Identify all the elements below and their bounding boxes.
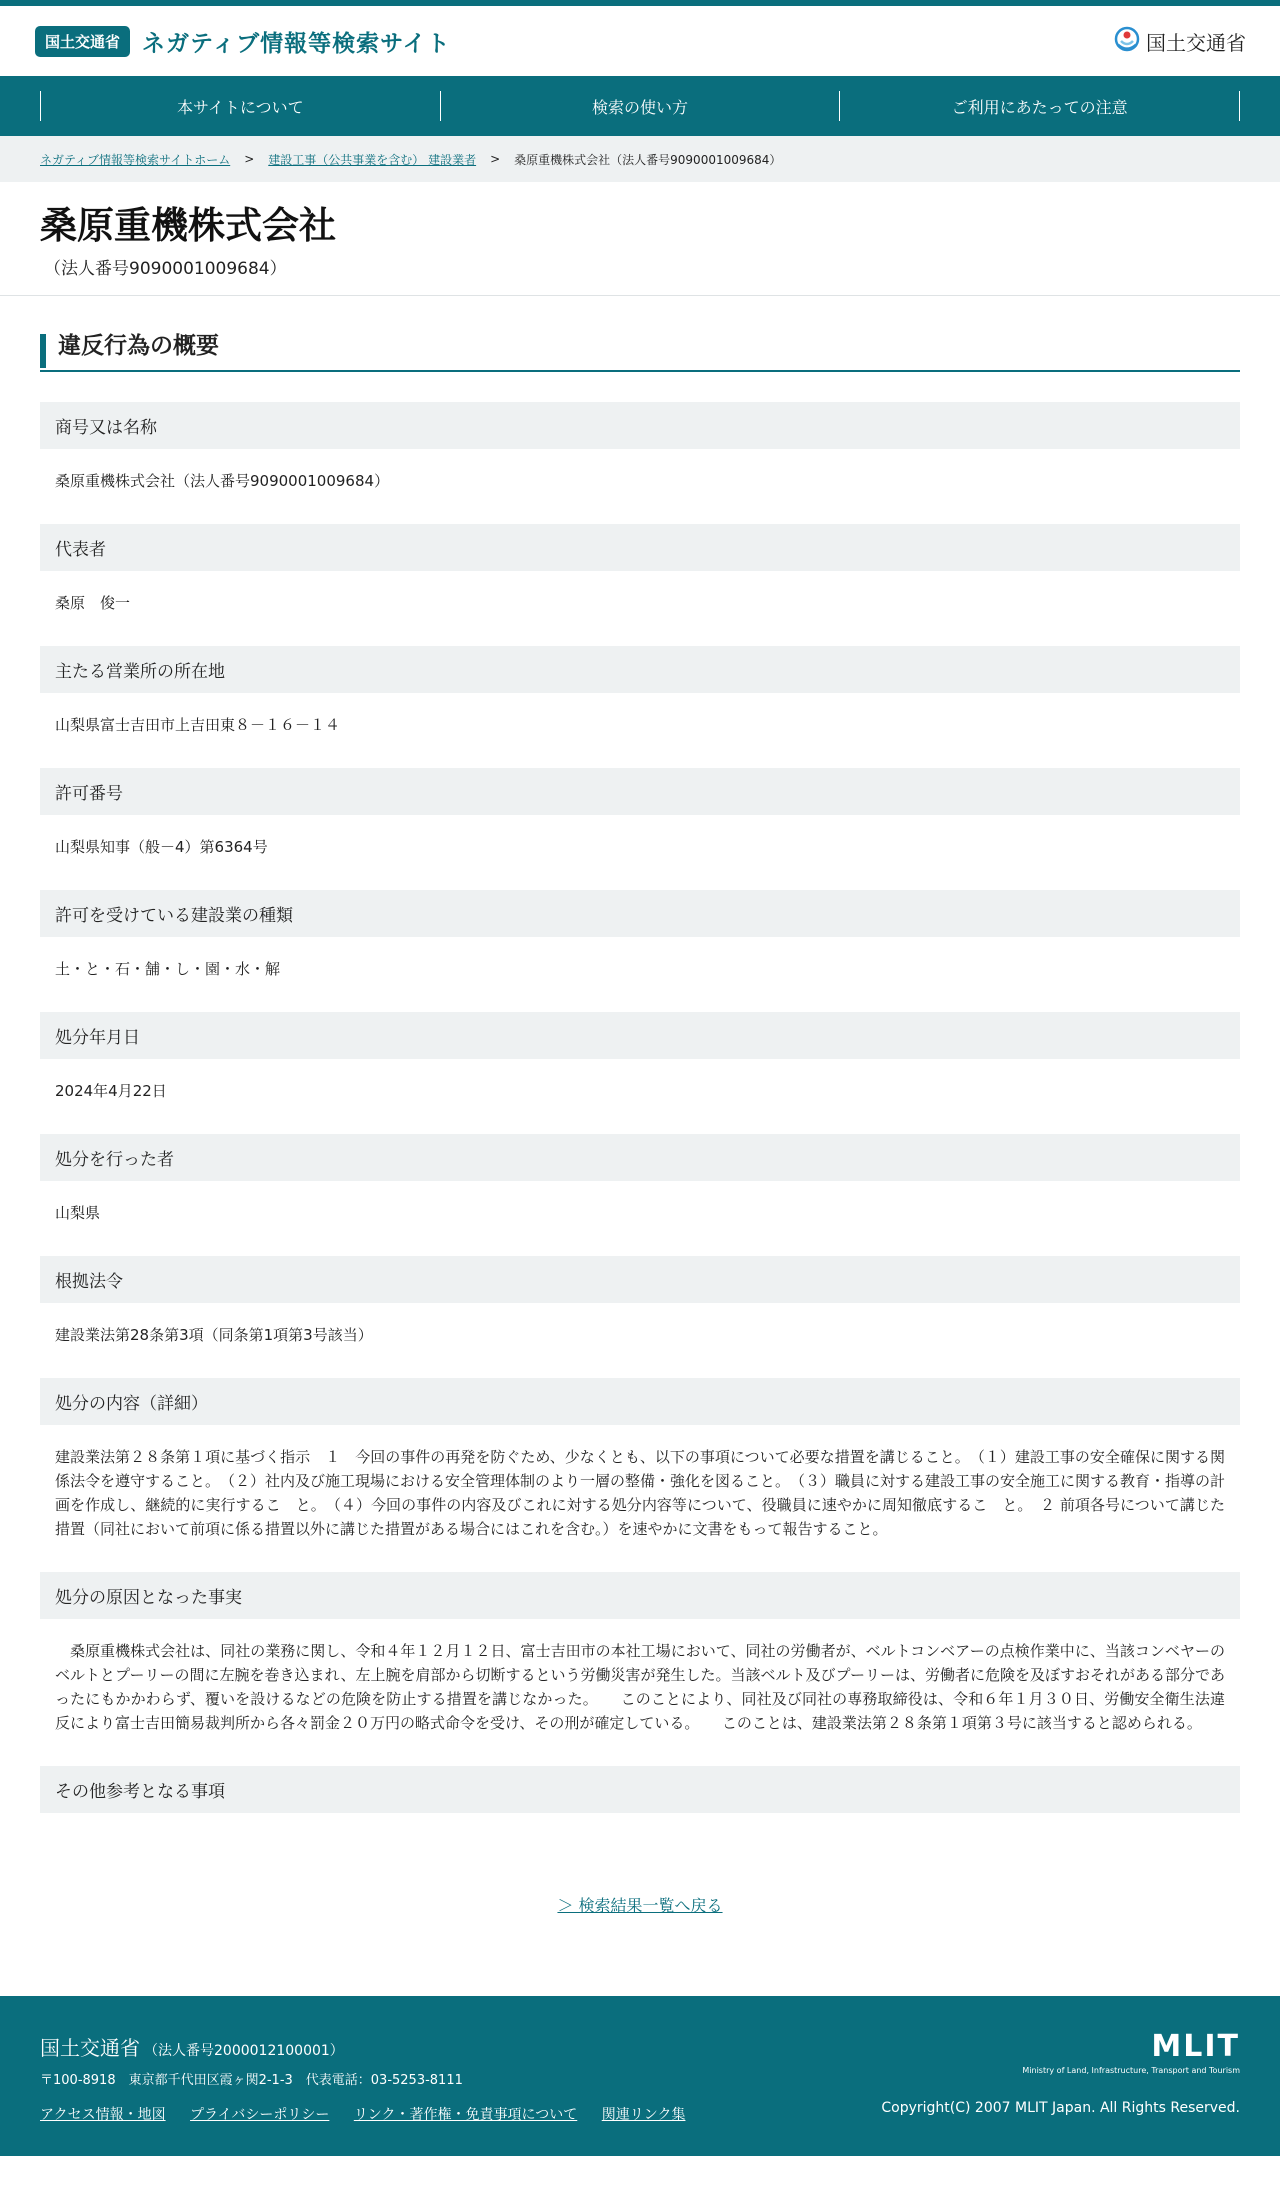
field-license-number: [40, 768, 1240, 890]
section-title: 違反行為の概要: [40, 334, 1240, 367]
mlit-logo-subtitle: Ministry of Land, Infrastructure, Transport and Tourism: [1022, 2065, 1240, 2075]
field-disposition-detail: [40, 1378, 1240, 1572]
main-content: [0, 296, 1280, 1995]
field-label: 処分の内容（詳細）: [40, 1378, 1240, 1425]
footer-link-access[interactable]: アクセス情報・地図: [40, 2106, 166, 2123]
field-value: 2024年4月22日: [55, 1081, 167, 1100]
nav-how-to-search[interactable]: 検索の使い方: [440, 91, 840, 121]
site-footer: [0, 1996, 1280, 2156]
field-value: 建設業法第28条第3項（同条第1項第3号該当）: [55, 1325, 373, 1344]
field-label: 処分の原因となった事実: [40, 1572, 1240, 1619]
field-value: 桑原重機株式会社（法人番号9090001009684）: [55, 471, 390, 490]
ministry-logo[interactable]: [1112, 25, 1246, 57]
section-divider: [40, 370, 1240, 372]
field-label: 許可番号: [40, 768, 1240, 815]
field-value: 山梨県: [55, 1203, 101, 1222]
field-cause-facts: [40, 1572, 1240, 1766]
copyright: Copyright(C) 2007 MLIT Japan. All Rights Reserved.: [881, 2099, 1240, 2116]
field-value: [40, 1813, 1240, 1843]
page-title: 桑原重機株式会社: [40, 204, 336, 247]
back-link-container: [40, 1843, 1240, 1996]
footer-link-copyright[interactable]: リンク・著作権・免責事項について: [353, 2106, 578, 2123]
site-brand[interactable]: [35, 25, 451, 58]
nav-about[interactable]: 本サイトについて: [40, 91, 440, 121]
field-authority: [40, 1134, 1240, 1256]
footer-link-privacy[interactable]: プライバシーポリシー: [190, 2106, 330, 2123]
field-disposition-date: [40, 1012, 1240, 1134]
field-value: 建設業法第２８条第１項に基づく指示 １ 今回の事件の再発を防ぐため、少なくとも、以下の事項について必要な措置を講じること。 （１）建設工事の安全確保に関する関係法令を遵守すること。 （２）社内及び施工現場における安全管理体制のより一層の整備・強化を図ること。 （３）職員に対する建設工事の安全施工に関する教育・指導の計画を作成し、継続的に実行するこ と。 （４）今回の事件の内容及びこれに対する処分内容等について、役職員に速やかに周知徹底するこ と。 ２ 前項各号について講じた措置（同社において前項に係る措置以外に講じた措置がある場合にはこれを含む。）を速やかに文書をもって報告すること。: [55, 1447, 1226, 1538]
company-heading: [0, 182, 1280, 296]
field-license-types: [40, 890, 1240, 1012]
field-legal-basis: [40, 1256, 1240, 1378]
field-label: 代表者: [40, 524, 1240, 571]
site-header: [0, 6, 1280, 76]
field-label: 根拠法令: [40, 1256, 1240, 1303]
ministry-name: 国土交通省: [1146, 30, 1246, 55]
field-value: 山梨県知事（般－4）第6364号: [55, 837, 268, 856]
corporate-number: （法人番号9090001009684）: [44, 259, 287, 280]
field-value: 桑原 俊一: [55, 593, 131, 612]
field-value: 土・と・石・舗・し・園・水・解: [55, 959, 281, 978]
field-label: その他参考となる事項: [40, 1766, 1240, 1813]
back-to-results-link[interactable]: ＞ 検索結果一覧へ戻る: [557, 1895, 723, 1915]
field-address: [40, 646, 1240, 768]
ministry-badge: 国土交通省: [35, 26, 130, 57]
site-title[interactable]: ネガティブ情報等検索サイト: [142, 30, 451, 57]
field-label: 処分を行った者: [40, 1134, 1240, 1181]
field-label: 商号又は名称: [40, 402, 1240, 449]
breadcrumb: [0, 136, 1280, 182]
field-label: 処分年月日: [40, 1012, 1240, 1059]
ministry-emblem-icon: [1112, 25, 1142, 57]
breadcrumb-current: 桑原重機株式会社（法人番号9090001009684）: [514, 152, 782, 167]
breadcrumb-home[interactable]: ネガティブ情報等検索サイトホーム: [40, 152, 231, 167]
field-other-notes: [40, 1766, 1240, 1843]
nav-notes[interactable]: ご利用にあたっての注意: [839, 91, 1240, 121]
footer-link-related[interactable]: 関連リンク集: [601, 2106, 686, 2123]
field-trade-name: [40, 402, 1240, 524]
footer-address: 〒100-8918 東京都千代田区霞ヶ関2-1-3 代表電話：03-5253-8111: [40, 2072, 463, 2088]
global-nav: [0, 76, 1280, 136]
field-representative: [40, 524, 1240, 646]
mlit-logo-word: MLIT: [1151, 2028, 1240, 2064]
breadcrumb-separator: >: [490, 152, 501, 166]
footer-corp-number: （法人番号2000012100001）: [144, 2042, 344, 2059]
field-value: 桑原重機株式会社は、同社の業務に関し、令和４年１２月１２日、富士吉田市の本社工場において、同社の労働者が、ベルトコンベアーの点検作業中に、当該コンベヤーのベルトとプーリーの間に左腕を巻き込まれ、左上腕を肩部から切断するという労働災害が発生した。当該ベルト及びプーリーは、労働者に危険を及ぼすおそれがある部分であったにもかかわらず、覆いを設けるなどの危険を防止する措置を講じなかった。 このことにより、同社及び同社の専務取締役は、令和６年１月３０日、労働安全衛生法違反により富士吉田簡易裁判所から各々罰金２０万円の略式命令を受け、その刑が確定している。 このことは、建設業法第２８条第１項第３号に該当すると認められる。: [55, 1641, 1226, 1732]
footer-org-name: 国土交通省: [40, 2035, 140, 2060]
breadcrumb-category[interactable]: 建設工事（公共事業を含む） 建設業者: [268, 152, 477, 167]
field-label: 主たる営業所の所在地: [40, 646, 1240, 693]
field-value: 山梨県富士吉田市上吉田東８－１６－１４: [55, 715, 341, 734]
mlit-logo: [1022, 2028, 1240, 2075]
field-label: 許可を受けている建設業の種類: [40, 890, 1240, 937]
breadcrumb-separator: >: [244, 152, 255, 166]
